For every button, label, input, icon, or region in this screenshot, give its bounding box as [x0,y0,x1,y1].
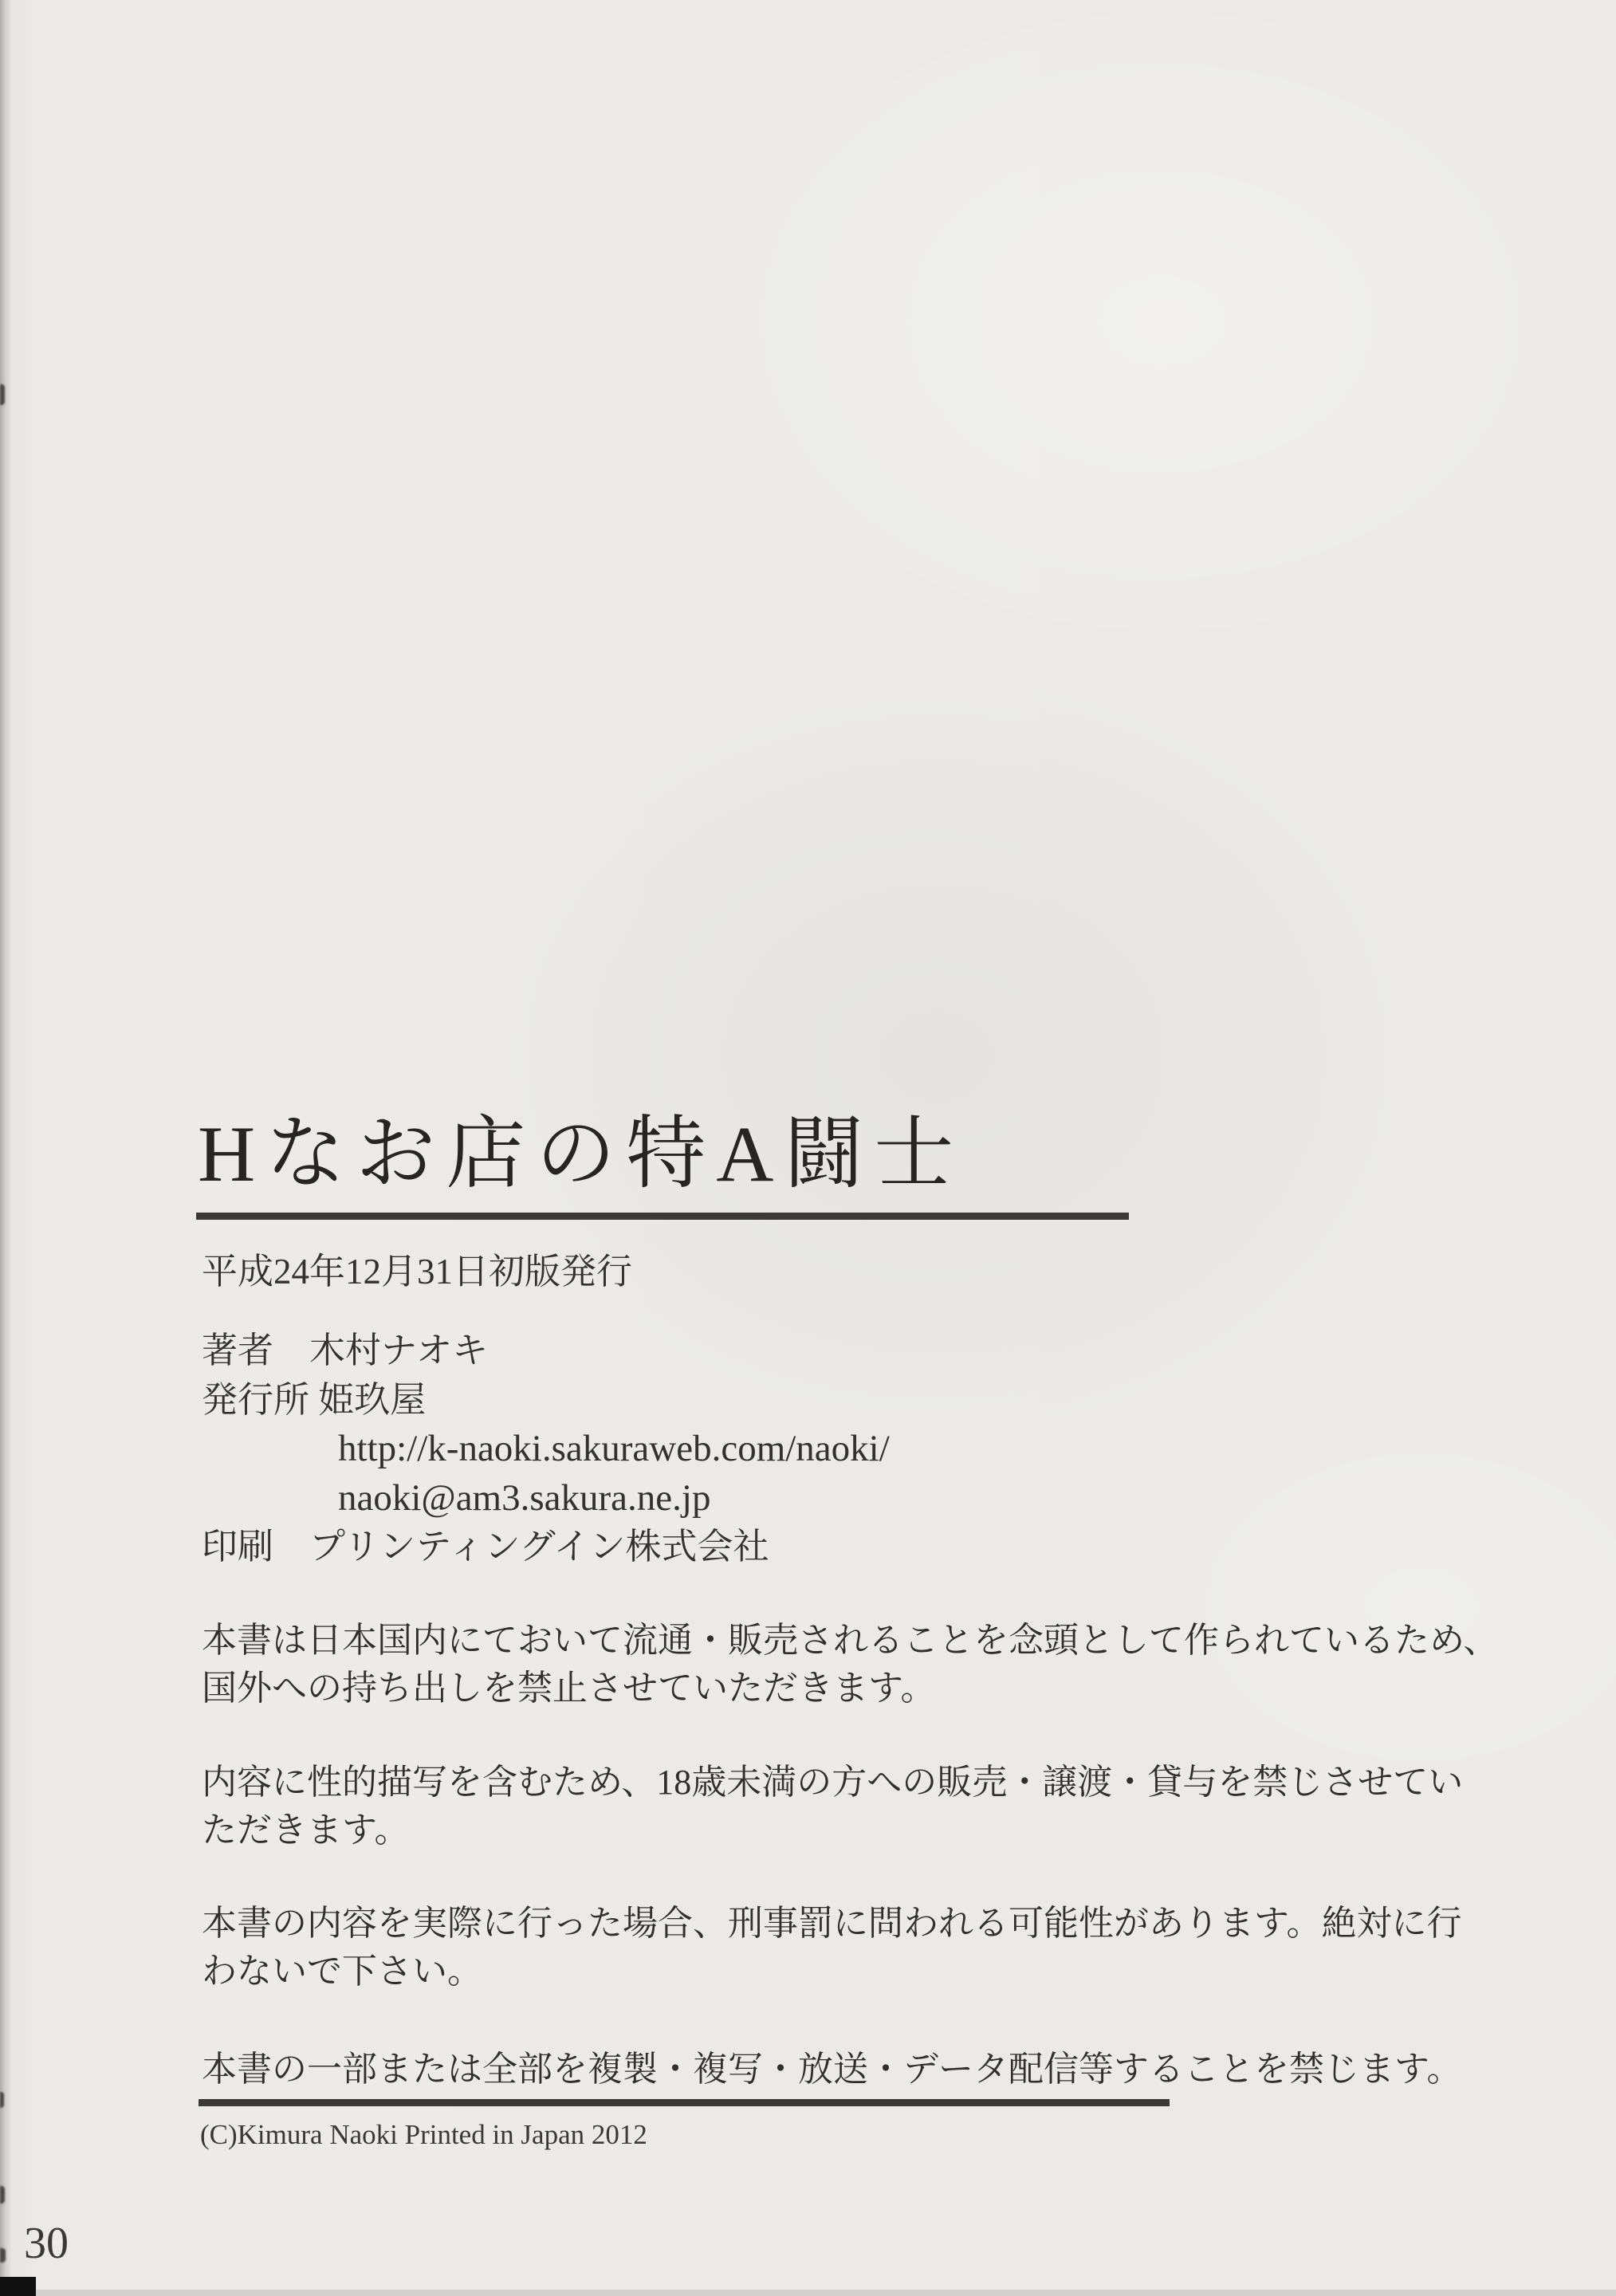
scan-corner-mark [0,2277,36,2296]
edition-date: 平成24年12月31日初版発行 [202,1252,633,1292]
printer-line: 印刷 プリンティングイン株式会社 [202,1527,769,1567]
scan-edge-shadow [0,0,11,2296]
scan-bottom-strip [0,2290,1616,2296]
disclaimer-paragraph [202,1759,1463,1854]
scan-edge-mark [0,2186,5,2204]
disclaimer-paragraph [202,2046,1461,2094]
disclaimer-line: ただきます。 [202,1810,410,1850]
credits-block [202,1327,890,1572]
disclaimer-paragraph [202,1617,1498,1712]
disclaimer-line: 内容に性的描写を含むため、18歳未満の方への販売・譲渡・貸与を禁じさせてい [202,1763,1464,1802]
disclaimer-line: 国外への持ち出しを禁止させていただきます。 [202,1669,936,1708]
publisher-url: http://k-naoki.sakuraweb.com/naoki/ [338,1428,890,1469]
book-title: Hなお店の特A闘士 [198,1110,965,1198]
publisher-line: 発行所 姫玖屋 [202,1379,427,1420]
disclaimer-line: わないで下さい。 [202,1952,482,1991]
title-underline [196,1213,1129,1220]
footer-rule [199,2099,1170,2106]
disclaimer-line: 本書の一部または全部を複製・複写・放送・データ配信等することを禁じます。 [202,2050,1462,2089]
page-number: 30 [24,2219,69,2268]
disclaimer-line: 本書の内容を実際に行った場合、刑事罰に問われる可能性があります。絶対に行 [202,1904,1462,1943]
disclaimer-paragraph [202,1900,1461,1995]
scan-edge-mark [0,2248,6,2263]
disclaimer-line: 本書は日本国内にておいて流通・販売されることを念頭として作られているため、 [202,1621,1499,1660]
copyright-line: (C)Kimura Naoki Printed in Japan 2012 [200,2119,647,2150]
scan-edge-mark [0,384,5,405]
publisher-email: naoki@am3.sakura.ne.jp [338,1476,711,1519]
scan-edge-mark [0,2092,4,2108]
author-line: 著者 木村ナオキ [202,1331,489,1370]
